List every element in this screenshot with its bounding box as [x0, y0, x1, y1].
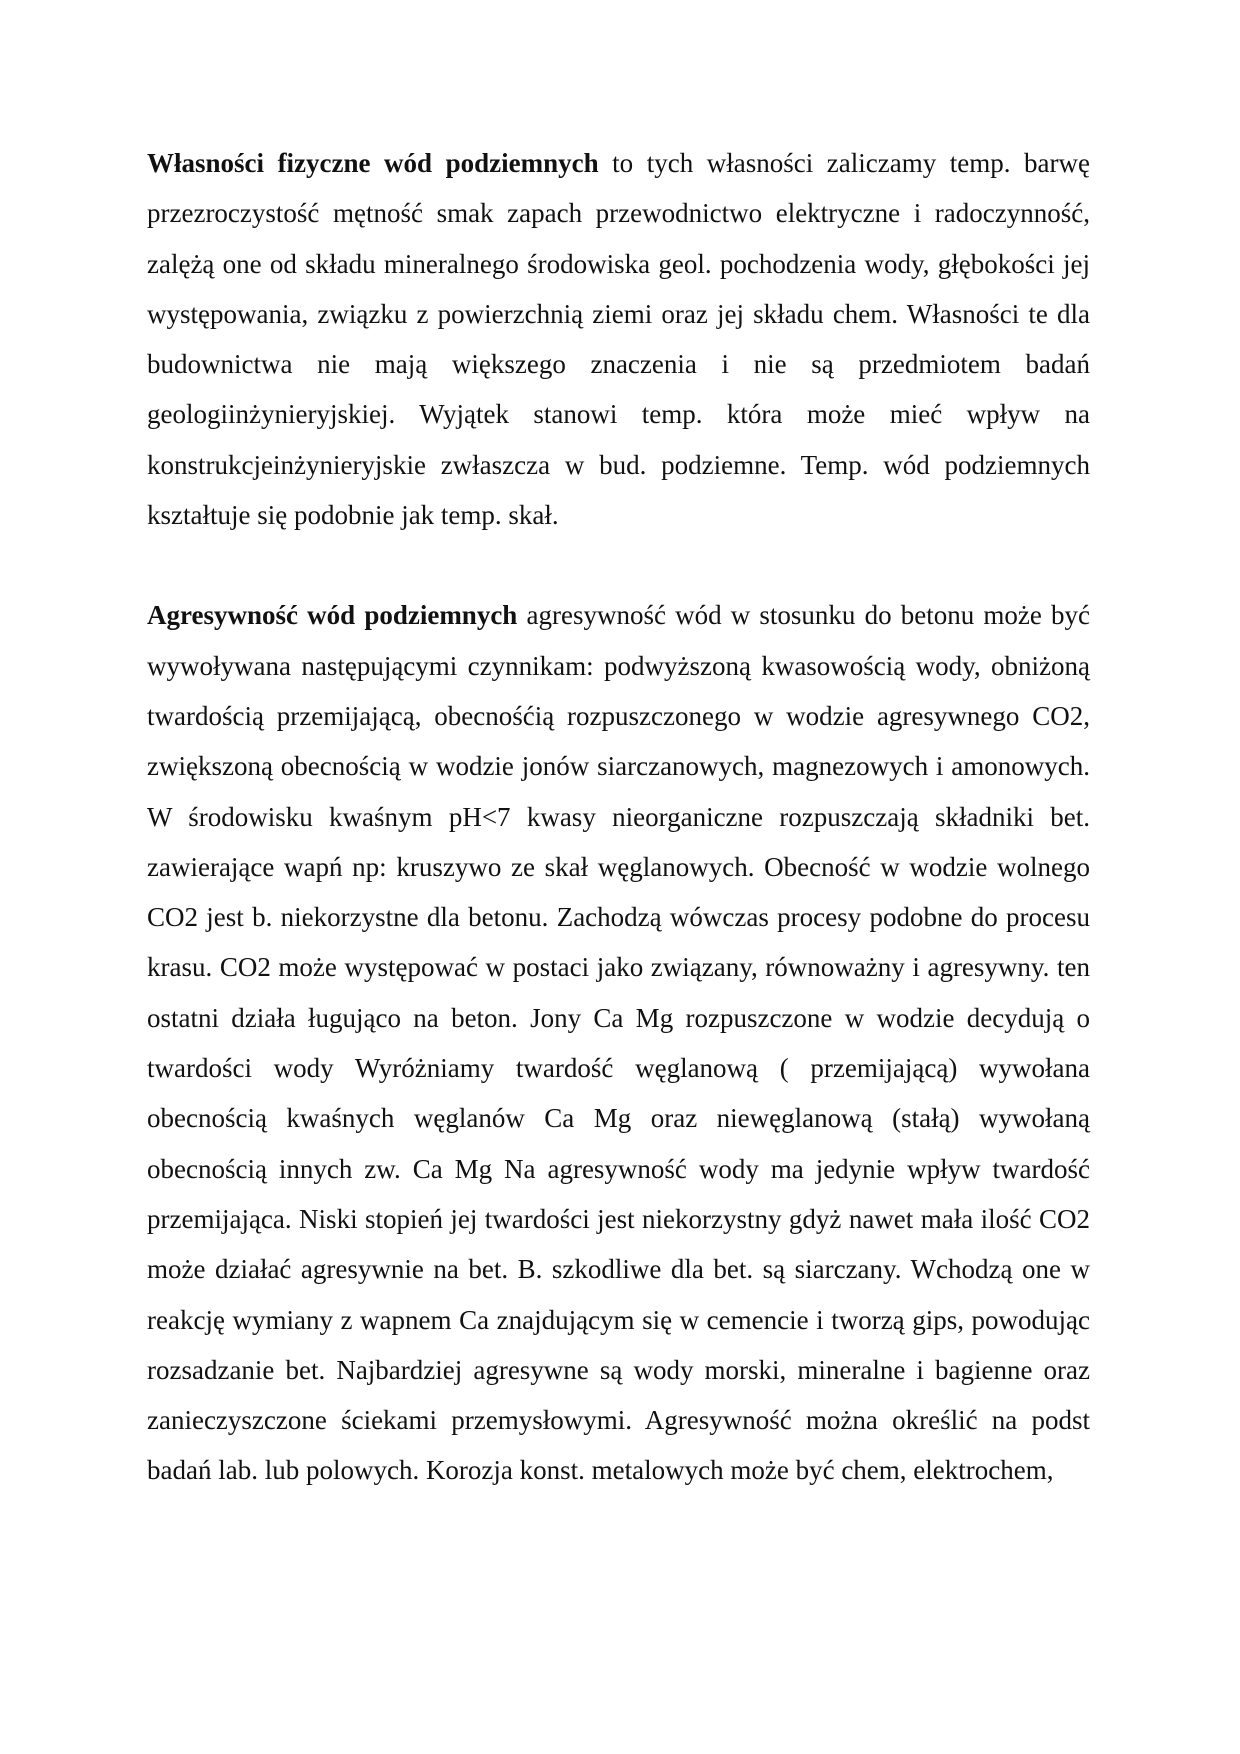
paragraph-aggressiveness: [147, 590, 1090, 1495]
paragraph-body: to tych własności zaliczamy temp. barwę przezroczystość mętność smak zapach przewodnictwo elektryczne i radoczynność, zalężą one od składu mineralnego środowiska geol. pochodzenia wody, głębokości jej występowania, związku z powierzchnią ziemi oraz jej składu chem. Własności te dla budownictwa nie mają większego znaczenia i nie są przedmiotem badań geologiinżynieryjskiej. Wyjątek stanowi temp. która może mieć wpływ na konstrukcjeinżynieryjskie zwłaszcza w bud. podziemne. Temp. wód podziemnych kształtuje się podobnie jak temp. skał.: [147, 148, 1090, 531]
document-page: [147, 138, 1090, 1496]
paragraph-heading: Agresywność wód podziemnych: [147, 600, 518, 631]
paragraph-body: agresywność wód w stosunku do betonu może być wywoływana następującymi czynnikam: podwyższoną kwasowością wody, obniżoną twardością przemijającą, obecnośćią rozpuszczonego w wodzie agresywnego CO2, zwiększoną obecnością w wodzie jonów siarczanowych, magnezowych i amonowych. W środowisku kwaśnym pH<7 kwasy nieorganiczne rozpuszczają składniki bet. zawierające wapń np: kruszywo ze skał węglanowych. Obecność w wodzie wolnego CO2 jest b. niekorzystne dla betonu. Zachodzą wówczas procesy podobne do procesu krasu. CO2 może występować w postaci jako związany, równoważny i agresywny. ten ostatni działa ługująco na beton. Jony Ca Mg rozpuszczone w wodzie decydują o twardości wody Wyróżniamy twardość węglanową ( przemijającą) wywołana obecnością kwaśnych węglanów Ca Mg oraz niewęglanową (stałą) wywołaną obecnością innych zw. Ca Mg Na agresywność wody ma jedynie wpływ twardość przemijająca. Niski stopień jej twardości jest niekorzystny gdyż nawet mała ilość CO2 może działać agresywnie na bet. B. szkodliwe dla bet. są siarczany. Wchodzą one w reakcję wymiany z wapnem Ca znajdującym się w cemencie i tworzą gips, powodując rozsadzanie bet. Najbardziej agresywne są wody morski, mineralne i bagienne oraz zanieczyszczone ściekami przemysłowymi. Agresywność można określić na podst badań lab. lub polowych. Korozja konst. metalowych może być chem, elektrochem,: [147, 600, 1090, 1486]
paragraph-physical-properties: [147, 138, 1090, 540]
paragraph-heading: Własności fizyczne wód podziemnych: [147, 148, 599, 178]
